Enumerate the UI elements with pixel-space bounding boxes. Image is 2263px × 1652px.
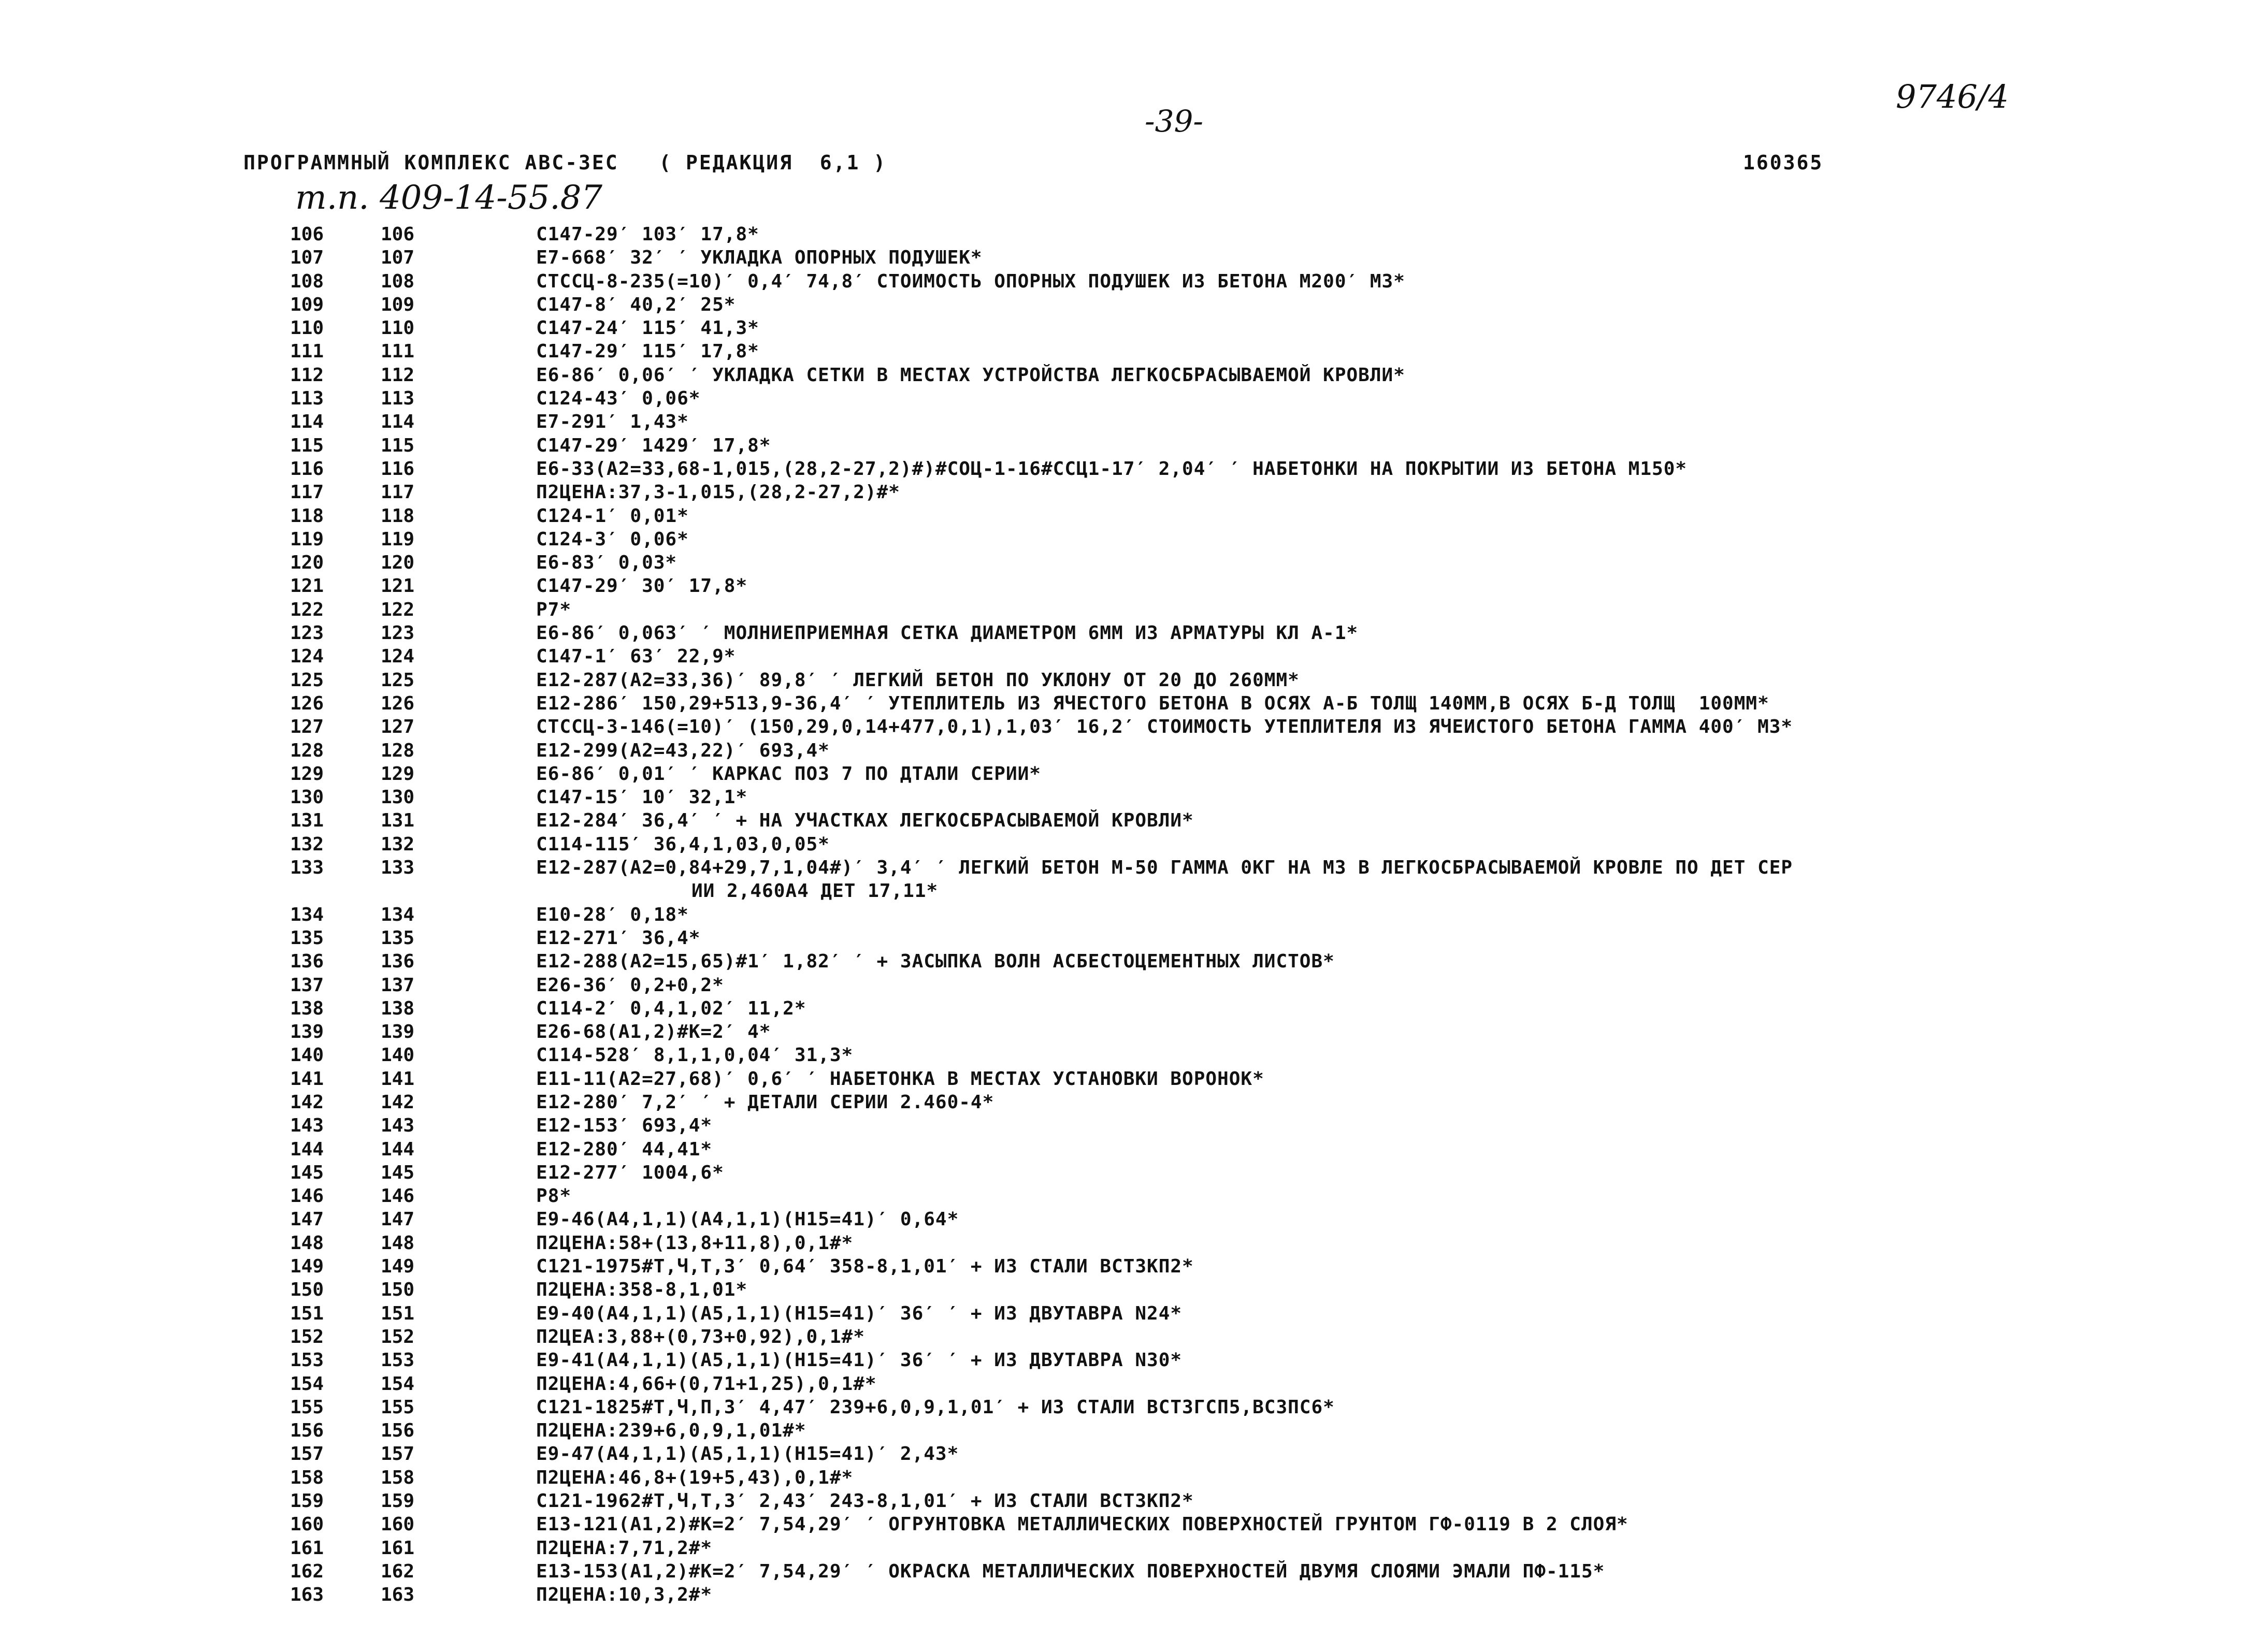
listing-row bbox=[0, 926, 2263, 950]
line-number: 145 bbox=[290, 1162, 324, 1183]
listing-row bbox=[0, 833, 2263, 856]
line-number: 139 bbox=[290, 1021, 324, 1043]
line-number: 137 bbox=[290, 974, 324, 996]
line-number: 136 bbox=[290, 951, 324, 973]
line-number-2: 134 bbox=[381, 904, 415, 925]
line-text: Е9-47(А4,1,1)(А5,1,1)(Н15=41)′ 2,43* bbox=[536, 1443, 959, 1465]
listing-row bbox=[0, 692, 2263, 715]
line-number: 160 bbox=[290, 1514, 324, 1535]
listing-row bbox=[0, 1560, 2263, 1583]
line-number-2: 122 bbox=[381, 599, 415, 620]
line-number: 140 bbox=[290, 1045, 324, 1066]
line-number-2: 162 bbox=[381, 1560, 415, 1582]
listing-row bbox=[0, 504, 2263, 528]
line-number-2: 161 bbox=[381, 1537, 415, 1559]
line-text: С121-1962#Т,Ч,Т,3′ 2,43′ 243-8,1,01′ + ИЗ СТАЛИ ВСТ3КП2* bbox=[536, 1490, 1194, 1512]
line-number: 150 bbox=[290, 1279, 324, 1301]
listing-row bbox=[0, 974, 2263, 997]
line-text: Е6-83′ 0,03* bbox=[536, 552, 678, 574]
line-number: 132 bbox=[290, 833, 324, 855]
listing-row bbox=[0, 739, 2263, 762]
listing-row bbox=[0, 1067, 2263, 1091]
listing-row bbox=[0, 481, 2263, 504]
listing-row bbox=[0, 1349, 2263, 1372]
line-number-2: 144 bbox=[381, 1138, 415, 1160]
line-text: Е12-288(А2=15,65)#1′ 1,82′ ′ + ЗАСЫПКА ВОЛН АСБЕСТОЦЕМЕНТНЫХ ЛИСТОВ* bbox=[536, 951, 1335, 973]
program-header-title: ПРОГРАММНЫЙ КОМПЛЕКС АВС-3ЕС ( РЕДАКЦИЯ 6,1 ) bbox=[243, 151, 887, 174]
line-number: 129 bbox=[290, 763, 324, 785]
line-text: Е12-286′ 150,29+513,9-36,4′ ′ УТЕПЛИТЕЛЬ ИЗ ЯЧЕСТОГО БЕТОНА В ОСЯХ А-Б ТОЛЩ 140ММ,В ОСЯХ Б-Д ТОЛЩ 100ММ* bbox=[536, 692, 1769, 714]
line-number: 114 bbox=[290, 411, 324, 433]
line-text: Е11-11(А2=27,68)′ 0,6′ ′ НАБЕТОНКА В МЕСТАХ УСТАНОВКИ ВОРОНОК* bbox=[536, 1068, 1264, 1090]
page-number: -39- bbox=[1145, 104, 1203, 139]
listing-row bbox=[0, 621, 2263, 645]
listing-row bbox=[0, 1255, 2263, 1278]
listing-row bbox=[0, 340, 2263, 363]
line-number: 135 bbox=[290, 927, 324, 949]
listing-row bbox=[0, 1302, 2263, 1325]
listing-row bbox=[0, 1044, 2263, 1067]
line-text: С147-15′ 10′ 32,1* bbox=[536, 787, 748, 808]
line-number: 161 bbox=[290, 1537, 324, 1559]
listing-row bbox=[0, 364, 2263, 387]
line-number-2: 118 bbox=[381, 505, 415, 527]
line-text: Е26-36′ 0,2+0,2* bbox=[536, 974, 724, 996]
line-number: 149 bbox=[290, 1256, 324, 1278]
line-number-2: 160 bbox=[381, 1514, 415, 1535]
line-number: 133 bbox=[290, 857, 324, 879]
line-number-2: 127 bbox=[381, 716, 415, 738]
line-number-2: 120 bbox=[381, 552, 415, 574]
listing-row bbox=[0, 903, 2263, 926]
line-number: 108 bbox=[290, 270, 324, 292]
line-number-2: 157 bbox=[381, 1443, 415, 1465]
line-number-2: 113 bbox=[381, 388, 415, 410]
line-number-2: 117 bbox=[381, 482, 415, 503]
line-number: 134 bbox=[290, 904, 324, 925]
listing-row bbox=[0, 1442, 2263, 1466]
line-text: С114-528′ 8,1,1,0,04′ 31,3* bbox=[536, 1045, 854, 1066]
listing-row bbox=[0, 645, 2263, 668]
line-number-2: 123 bbox=[381, 622, 415, 644]
line-text: С114-2′ 0,4,1,02′ 11,2* bbox=[536, 997, 806, 1019]
line-number: 154 bbox=[290, 1373, 324, 1395]
line-number: 117 bbox=[290, 482, 324, 503]
line-number: 153 bbox=[290, 1350, 324, 1371]
listing-row bbox=[0, 1419, 2263, 1442]
line-text: Е12-153′ 693,4* bbox=[536, 1115, 713, 1137]
handwritten-project-ref: т.п. 409-14-55.87 bbox=[295, 179, 602, 217]
listing bbox=[0, 223, 2263, 1607]
line-number-2: 132 bbox=[381, 833, 415, 855]
line-number-2: 143 bbox=[381, 1115, 415, 1137]
line-number: 159 bbox=[290, 1490, 324, 1512]
line-number-2: 150 bbox=[381, 1279, 415, 1301]
line-number-2: 130 bbox=[381, 787, 415, 808]
listing-row bbox=[0, 1466, 2263, 1489]
line-text: Р7* bbox=[536, 599, 572, 620]
line-number: 144 bbox=[290, 1138, 324, 1160]
line-number: 151 bbox=[290, 1302, 324, 1324]
listing-row bbox=[0, 856, 2263, 879]
line-number: 113 bbox=[290, 388, 324, 410]
line-text: С124-43′ 0,06* bbox=[536, 388, 701, 410]
line-number: 146 bbox=[290, 1185, 324, 1207]
line-number-2: 141 bbox=[381, 1068, 415, 1090]
line-text: П2ЦЕНА:37,3-1,015,(28,2-27,2)#* bbox=[536, 482, 900, 503]
listing-row bbox=[0, 1208, 2263, 1231]
line-number-2: 109 bbox=[381, 294, 415, 315]
line-text: Е7-668′ 32′ ′ УКЛАДКА ОПОРНЫХ ПОДУШЕК* bbox=[536, 247, 983, 269]
line-number-2: 149 bbox=[381, 1256, 415, 1278]
line-text: Е9-46(А4,1,1)(А4,1,1)(Н15=41)′ 0,64* bbox=[536, 1209, 959, 1230]
line-text: Е12-277′ 1004,6* bbox=[536, 1162, 724, 1183]
line-number-2: 146 bbox=[381, 1185, 415, 1207]
line-text: С124-3′ 0,06* bbox=[536, 528, 689, 550]
line-number: 111 bbox=[290, 341, 324, 363]
listing-row bbox=[0, 551, 2263, 574]
line-number: 138 bbox=[290, 997, 324, 1019]
listing-row bbox=[0, 316, 2263, 340]
line-text: Е6-86′ 0,06′ ′ УКЛАДКА СЕТКИ В МЕСТАХ УСТРОЙСТВА ЛЕГКОСБРАСЫВАЕМОЙ КРОВЛИ* bbox=[536, 364, 1405, 386]
listing-row bbox=[0, 387, 2263, 410]
listing-row bbox=[0, 574, 2263, 598]
listing-row bbox=[0, 1091, 2263, 1114]
line-number-2: 128 bbox=[381, 740, 415, 761]
handwritten-stamp: 9746/4 bbox=[1896, 78, 2009, 115]
line-number: 163 bbox=[290, 1584, 324, 1606]
line-number-2: 110 bbox=[381, 317, 415, 339]
line-number: 115 bbox=[290, 434, 324, 456]
line-text: С124-1′ 0,01* bbox=[536, 505, 689, 527]
line-number: 155 bbox=[290, 1396, 324, 1418]
listing-row bbox=[0, 1396, 2263, 1419]
line-text: Е10-28′ 0,18* bbox=[536, 904, 689, 925]
line-number-2: 133 bbox=[381, 857, 415, 879]
line-number-2: 129 bbox=[381, 763, 415, 785]
line-text: П2ЦЕА:3,88+(0,73+0,92),0,1#* bbox=[536, 1326, 865, 1347]
line-text: Е12-299(А2=43,22)′ 693,4* bbox=[536, 740, 830, 761]
line-number: 143 bbox=[290, 1115, 324, 1137]
listing-row bbox=[0, 223, 2263, 246]
line-number-2: 125 bbox=[381, 669, 415, 691]
line-text: Е7-291′ 1,43* bbox=[536, 411, 689, 433]
line-text: П2ЦЕНА:46,8+(19+5,43),0,1#* bbox=[536, 1467, 854, 1488]
line-text: Е12-280′ 44,41* bbox=[536, 1138, 713, 1160]
line-number: 119 bbox=[290, 528, 324, 550]
listing-row bbox=[0, 270, 2263, 293]
listing-row bbox=[0, 1583, 2263, 1606]
line-number-2: 112 bbox=[381, 364, 415, 386]
line-number-2: 116 bbox=[381, 458, 415, 480]
line-text: П2ЦЕНА:358-8,1,01* bbox=[536, 1279, 748, 1301]
line-text: Е9-40(А4,1,1)(А5,1,1)(Н15=41)′ 36′ ′ + ИЗ ДВУТАВРА N24* bbox=[536, 1302, 1183, 1324]
line-text: П2ЦЕНА:10,3,2#* bbox=[536, 1584, 713, 1606]
listing-row bbox=[0, 950, 2263, 973]
line-text: С147-29′ 1429′ 17,8* bbox=[536, 434, 771, 456]
listing-row bbox=[0, 1537, 2263, 1560]
line-number: 158 bbox=[290, 1467, 324, 1488]
line-text: С147-29′ 115′ 17,8* bbox=[536, 341, 759, 363]
line-number-2: 138 bbox=[381, 997, 415, 1019]
line-number-2: 107 bbox=[381, 247, 415, 269]
program-header-code: 160365 bbox=[1743, 151, 1824, 174]
listing-row bbox=[0, 997, 2263, 1020]
line-number: 109 bbox=[290, 294, 324, 315]
listing-row bbox=[0, 410, 2263, 433]
line-text: Е9-41(А4,1,1)(А5,1,1)(Н15=41)′ 36′ ′ + ИЗ ДВУТАВРА N30* bbox=[536, 1350, 1183, 1371]
line-number: 125 bbox=[290, 669, 324, 691]
listing-row bbox=[0, 434, 2263, 457]
line-number: 147 bbox=[290, 1209, 324, 1230]
line-number-2: 151 bbox=[381, 1302, 415, 1324]
line-number-2: 124 bbox=[381, 646, 415, 668]
line-text: П2ЦЕНА:239+6,0,9,1,01#* bbox=[536, 1420, 806, 1442]
line-number-2: 136 bbox=[381, 951, 415, 973]
listing-row bbox=[0, 1372, 2263, 1396]
listing-row bbox=[0, 1231, 2263, 1255]
listing-row bbox=[0, 1184, 2263, 1208]
listing-row-continuation bbox=[0, 879, 2263, 903]
line-number-2: 158 bbox=[381, 1467, 415, 1488]
line-number: 131 bbox=[290, 810, 324, 832]
listing-row bbox=[0, 1161, 2263, 1184]
listing-row bbox=[0, 246, 2263, 269]
line-number: 130 bbox=[290, 787, 324, 808]
line-text: С147-29′ 103′ 17,8* bbox=[536, 224, 759, 245]
line-text: Р8* bbox=[536, 1185, 572, 1207]
line-number: 162 bbox=[290, 1560, 324, 1582]
listing-row bbox=[0, 1513, 2263, 1536]
line-number: 148 bbox=[290, 1232, 324, 1254]
line-number: 152 bbox=[290, 1326, 324, 1347]
line-number: 124 bbox=[290, 646, 324, 668]
line-number-2: 147 bbox=[381, 1209, 415, 1230]
line-number-2: 148 bbox=[381, 1232, 415, 1254]
line-number: 110 bbox=[290, 317, 324, 339]
line-text: П2ЦЕНА:4,66+(0,71+1,25),0,1#* bbox=[536, 1373, 877, 1395]
line-text: Е6-86′ 0,063′ ′ МОЛНИЕПРИЕМНАЯ СЕТКА ДИАМЕТРОМ 6ММ ИЗ АРМАТУРЫ КЛ А-1* bbox=[536, 622, 1359, 644]
line-text: Е12-280′ 7,2′ ′ + ДЕТАЛИ СЕРИИ 2.460-4* bbox=[536, 1091, 994, 1113]
line-number: 142 bbox=[290, 1091, 324, 1113]
line-number-2: 121 bbox=[381, 575, 415, 597]
line-number-2: 126 bbox=[381, 692, 415, 714]
line-number-2: 154 bbox=[381, 1373, 415, 1395]
listing-row bbox=[0, 715, 2263, 738]
line-text: Е12-284′ 36,4′ ′ + НА УЧАСТКАХ ЛЕГКОСБРАСЫВАЕМОЙ КРОВЛИ* bbox=[536, 810, 1194, 832]
line-number: 126 bbox=[290, 692, 324, 714]
line-number: 157 bbox=[290, 1443, 324, 1465]
line-number: 127 bbox=[290, 716, 324, 738]
line-number: 107 bbox=[290, 247, 324, 269]
line-number: 122 bbox=[290, 599, 324, 620]
line-text: СТССЦ-8-235(=10)′ 0,4′ 74,8′ СТОИМОСТЬ ОПОРНЫХ ПОДУШЕК ИЗ БЕТОНА М200′ М3* bbox=[536, 270, 1405, 292]
line-number: 156 bbox=[290, 1420, 324, 1442]
listing-row bbox=[0, 1489, 2263, 1513]
line-number-2: 135 bbox=[381, 927, 415, 949]
line-number-2: 153 bbox=[381, 1350, 415, 1371]
line-number-2: 115 bbox=[381, 434, 415, 456]
line-number: 123 bbox=[290, 622, 324, 644]
line-number: 116 bbox=[290, 458, 324, 480]
line-text: Е13-153(А1,2)#К=2′ 7,54,29′ ′ ОКРАСКА МЕТАЛЛИЧЕСКИХ ПОВЕРХНОСТЕЙ ДВУМЯ СЛОЯМИ ЭМАЛИ ПФ-115* bbox=[536, 1560, 1605, 1582]
listing-row bbox=[0, 809, 2263, 832]
listing-row bbox=[0, 762, 2263, 786]
line-text: С147-1′ 63′ 22,9* bbox=[536, 646, 736, 668]
listing-row bbox=[0, 457, 2263, 481]
line-text: П2ЦЕНА:7,71,2#* bbox=[536, 1537, 713, 1559]
line-number: 112 bbox=[290, 364, 324, 386]
line-number: 121 bbox=[290, 575, 324, 597]
line-text: СТССЦ-3-146(=10)′ (150,29,0,14+477,0,1),1,03′ 16,2′ СТОИМОСТЬ УТЕПЛИТЕЛЯ ИЗ ЯЧЕИСТОГО БЕТОНА ГАММА 400′ М3* bbox=[536, 716, 1793, 738]
line-number-2: 114 bbox=[381, 411, 415, 433]
line-text: Е13-121(А1,2)#К=2′ 7,54,29′ ′ ОГРУНТОВКА МЕТАЛЛИЧЕСКИХ ПОВЕРХНОСТЕЙ ГРУНТОМ ГФ-0119 В 2 СЛОЯ* bbox=[536, 1514, 1628, 1535]
line-text: С114-115′ 36,4,1,03,0,05* bbox=[536, 833, 830, 855]
listing-row bbox=[0, 293, 2263, 316]
line-number-2: 119 bbox=[381, 528, 415, 550]
line-text: С121-1825#Т,Ч,П,3′ 4,47′ 239+6,0,9,1,01′ + ИЗ СТАЛИ ВСТ3ГСП5,ВС3ПС6* bbox=[536, 1396, 1335, 1418]
line-number: 120 bbox=[290, 552, 324, 574]
line-number-2: 140 bbox=[381, 1045, 415, 1066]
listing-row bbox=[0, 1138, 2263, 1161]
line-number-2: 159 bbox=[381, 1490, 415, 1512]
line-number-2: 156 bbox=[381, 1420, 415, 1442]
line-text: Е26-68(А1,2)#К=2′ 4* bbox=[536, 1021, 771, 1043]
line-text: Е12-287(А2=0,84+29,7,1,04#)′ 3,4′ ′ ЛЕГКИЙ БЕТОН М-50 ГАММА 0КГ НА М3 В ЛЕГКОСБРАСЫВАЕМОЙ КРОВЛЕ ПО ДЕТ СЕР bbox=[536, 857, 1793, 879]
line-text: Е6-33(А2=33,68-1,015,(28,2-27,2)#)#СОЦ-1-16#ССЦ1-17′ 2,04′ ′ НАБЕТОНКИ НА ПОКРЫТИИ ИЗ БЕТОНА М150* bbox=[536, 458, 1688, 480]
line-number: 106 bbox=[290, 224, 324, 245]
line-number-2: 155 bbox=[381, 1396, 415, 1418]
line-text-continuation: ИИ 2,460А4 ДЕТ 17,11* bbox=[691, 880, 939, 902]
line-number-2: 106 bbox=[381, 224, 415, 245]
line-text: С121-1975#Т,Ч,Т,3′ 0,64′ 358-8,1,01′ + ИЗ СТАЛИ ВСТ3КП2* bbox=[536, 1256, 1194, 1278]
listing-row bbox=[0, 598, 2263, 621]
listing-row bbox=[0, 1325, 2263, 1349]
line-number: 141 bbox=[290, 1068, 324, 1090]
line-text: С147-8′ 40,2′ 25* bbox=[536, 294, 736, 315]
line-text: С147-29′ 30′ 17,8* bbox=[536, 575, 748, 597]
line-number-2: 139 bbox=[381, 1021, 415, 1043]
listing-row bbox=[0, 669, 2263, 692]
listing-row bbox=[0, 1278, 2263, 1301]
line-number-2: 152 bbox=[381, 1326, 415, 1347]
line-text: Е12-287(А2=33,36)′ 89,8′ ′ ЛЕГКИЙ БЕТОН ПО УКЛОНУ ОТ 20 ДО 260ММ* bbox=[536, 669, 1300, 691]
line-number-2: 108 bbox=[381, 270, 415, 292]
listing-row bbox=[0, 528, 2263, 551]
listing-row bbox=[0, 786, 2263, 809]
line-number-2: 111 bbox=[381, 341, 415, 363]
line-number-2: 142 bbox=[381, 1091, 415, 1113]
line-number: 128 bbox=[290, 740, 324, 761]
listing-row bbox=[0, 1114, 2263, 1137]
line-text: Е12-271′ 36,4* bbox=[536, 927, 701, 949]
line-text: П2ЦЕНА:58+(13,8+11,8),0,1#* bbox=[536, 1232, 854, 1254]
listing-row bbox=[0, 1020, 2263, 1044]
line-text: Е6-86′ 0,01′ ′ КАРКАС ПОЗ 7 ПО ДТАЛИ СЕРИИ* bbox=[536, 763, 1041, 785]
line-number: 118 bbox=[290, 505, 324, 527]
line-number-2: 131 bbox=[381, 810, 415, 832]
line-text: С147-24′ 115′ 41,3* bbox=[536, 317, 759, 339]
line-number-2: 163 bbox=[381, 1584, 415, 1606]
line-number-2: 137 bbox=[381, 974, 415, 996]
line-number-2: 145 bbox=[381, 1162, 415, 1183]
